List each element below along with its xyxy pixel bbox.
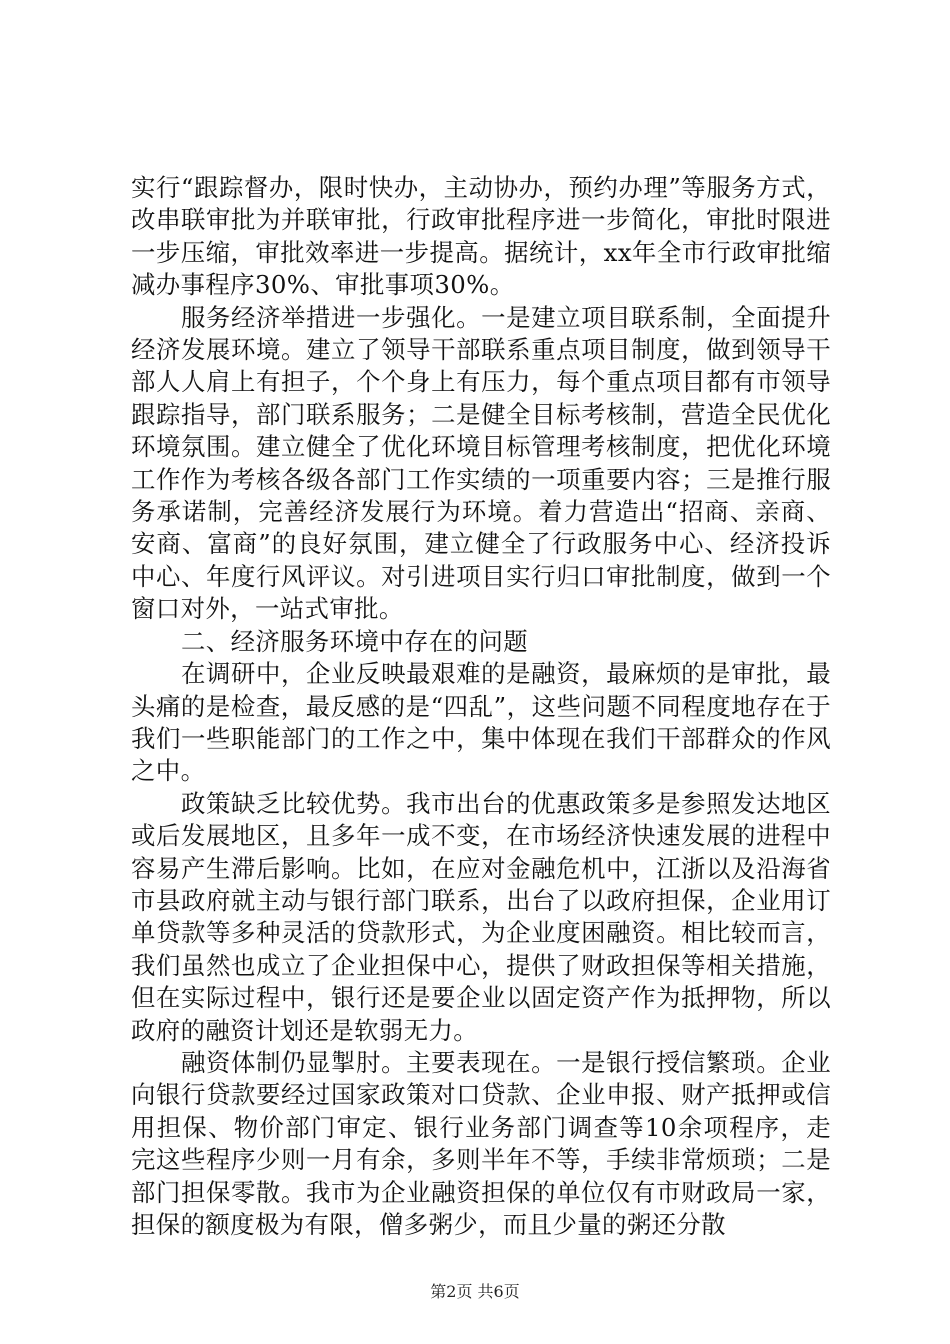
- paragraph-financing-system: 融资体制仍显掣肘。主要表现在。一是银行授信繁琐。企业向银行贷款要经过国家政策对口贷款、企业申报、财产抵押或信用担保、物价部门审定、银行业务部门调查等10余项程序，走完这些程序少则一月有余，多则半年不等，手续非常烦琐；二是部门担保零散。我市为企业融资担保的单位仅有市财政局一家，担保的额度极为有限，僧多粥少，而且少量的粥还分散: [131, 1047, 831, 1239]
- paragraph-service-measures: 服务经济举措进一步强化。一是建立项目联系制，全面提升经济发展环境。建立了领导干部联系重点项目制度，做到领导干部人人肩上有担子，个个身上有压力，每个重点项目都有市领导跟踪指导，部门联系服务；二是健全目标考核制，营造全民优化环境氛围。建立健全了优化环境目标管理考核制度，把优化环境工作作为考核各级各部门工作实绩的一项重要内容；三是推行服务承诺制，完善经济发展行为环境。着力营造出“招商、亲商、安商、富商”的良好氛围，建立健全了行政服务中心、经济投诉中心、年度行风评议。对引进项目实行归口审批制度，做到一个窗口对外，一站式审批。: [131, 302, 831, 624]
- document-body: [131, 172, 831, 1241]
- paragraph-research-findings: 在调研中，企业反映最艰难的是融资，最麻烦的是审批，最头痛的是检查，最反感的是“四乱”，这些问题不同程度地存在于我们一些职能部门的工作之中，集中体现在我们干部群众的作风之中。: [131, 659, 831, 786]
- section-heading-problems: 二、经济服务环境中存在的问题: [181, 626, 529, 656]
- paragraph-continuation: 实行“跟踪督办，限时快办，主动协办，预约办理”等服务方式，改串联审批为并联审批，行政审批程序进一步简化，审批时限进一步压缩，审批效率进一步提高。据统计，xx年全市行政审批缩减办事程序30%、审批事项30%。: [131, 173, 831, 300]
- paragraph-policy-advantage: 政策缺乏比较优势。我市出台的优惠政策多是参照发达地区或后发展地区，且多年一成不变，在市场经济快速发展的进程中容易产生滞后影响。比如，在应对金融危机中，江浙以及沿海省市县政府就主动与银行部门联系，出台了以政府担保，企业用订单贷款等多种灵活的贷款形式，为企业度困融资。相比较而言，我们虽然也成立了企业担保中心，提供了财政担保等相关措施，但在实际过程中，银行还是要企业以固定资产作为抵押物，所以政府的融资计划还是软弱无力。: [131, 788, 831, 1045]
- page-footer: [0, 1282, 950, 1302]
- page-number: 第2页 共6页: [430, 1282, 520, 1301]
